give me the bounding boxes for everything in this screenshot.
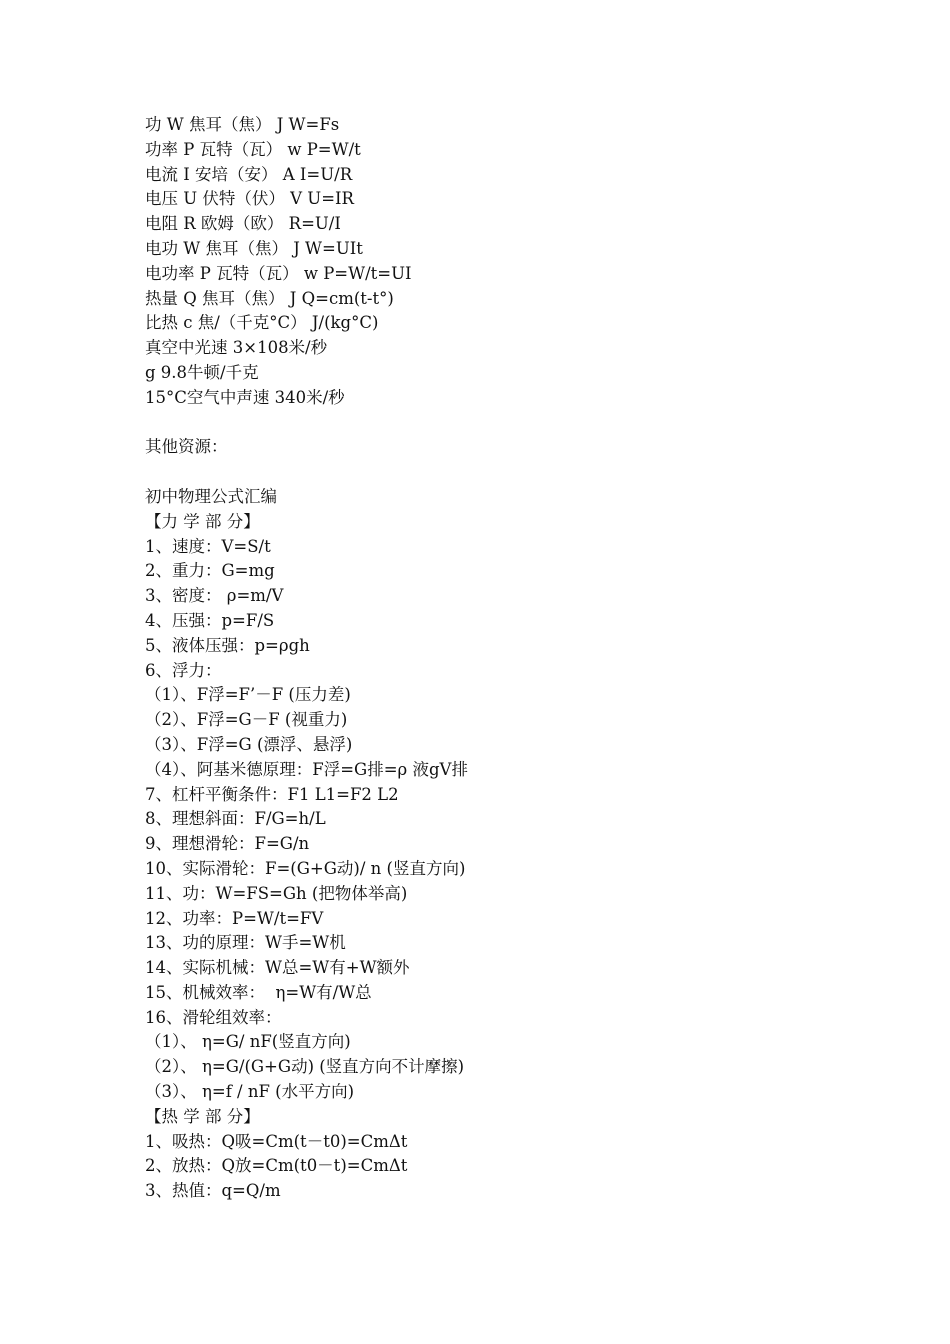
unit-row-speed-of-light: 真空中光速 3×108米/秒	[145, 338, 328, 358]
formula-line: 12、功率：P=W/t=FV	[145, 908, 324, 928]
formula-line: 3、密度： ρ=m/V	[145, 586, 284, 606]
formula-line: 6、浮力：	[145, 660, 222, 680]
formula-subline: （2）、 η=G/(G+G动) (竖直方向不计摩擦)	[145, 1057, 465, 1077]
blank-line	[145, 460, 905, 485]
unit-row-heat: 热量 Q 焦耳（焦） J Q=cm(t-t°)	[145, 288, 394, 308]
unit-row-power: 功率 P 瓦特（瓦） w P=W/t	[145, 139, 361, 159]
formula-line: 4、压强：p=F/S	[145, 610, 275, 630]
unit-row-specific-heat: 比热 c 焦/（千克°C） J/(kg°C)	[145, 313, 379, 333]
unit-row-current: 电流 I 安培（安） A I=U/R	[145, 164, 353, 184]
mechanics-section	[145, 510, 905, 1105]
formula-line: 13、功的原理：W手=W机	[145, 933, 346, 953]
formula-subline: （3）、F浮=G (漂浮、悬浮)	[145, 734, 353, 754]
unit-row-resistance: 电阻 R 欧姆（欧） R=U/I	[145, 214, 341, 234]
formula-line: 9、理想滑轮：F=G/n	[145, 834, 310, 854]
formula-line: 15、机械效率： η=W有/W总	[145, 982, 372, 1002]
compilation-title: 初中物理公式汇编	[145, 486, 277, 506]
unit-row-gravity-constant: g 9.8牛顿/千克	[145, 362, 259, 382]
blank-line	[145, 411, 905, 436]
formula-line: 1、速度：V=S/t	[145, 536, 271, 556]
formula-subline: （2）、F浮=G－F (视重力)	[145, 710, 348, 730]
other-resources-label: 其他资源：	[145, 437, 228, 457]
formula-line: 5、液体压强：p=ρgh	[145, 635, 310, 655]
formula-line: 11、功：W=FS=Gh (把物体举高)	[145, 883, 408, 903]
formula-line: 8、理想斜面：F/G=h/L	[145, 809, 326, 829]
formula-line: 2、重力：G=mg	[145, 561, 275, 581]
formula-line: 2、放热：Q放=Cm(t0－t)=CmΔt	[145, 1156, 408, 1176]
formula-subline: （1）、 η=G/ nF(竖直方向)	[145, 1032, 351, 1052]
mechanics-header: 【力 学 部 分】	[145, 511, 260, 531]
formula-subline: （3）、 η=f / nF (水平方向)	[145, 1082, 355, 1102]
unit-row-speed-of-sound: 15°C空气中声速 340米/秒	[145, 387, 345, 407]
formula-line: 16、滑轮组效率：	[145, 1007, 282, 1027]
unit-row-electric-power: 电功率 P 瓦特（瓦） w P=W/t=UI	[145, 263, 412, 283]
unit-row-work: 功 W 焦耳（焦） J W=Fs	[145, 115, 340, 134]
heat-section	[145, 1105, 905, 1204]
formula-line: 7、杠杆平衡条件：F1 L1=F2 L2	[145, 784, 399, 804]
formula-line: 14、实际机械：W总=W有+W额外	[145, 958, 410, 978]
document-page	[145, 113, 905, 1204]
formula-subline: （1）、F浮=F’－F (压力差)	[145, 685, 351, 705]
units-table	[145, 113, 905, 411]
formula-line: 3、热值：q=Q/m	[145, 1181, 281, 1201]
formula-line: 10、实际滑轮：F=(G+G动)/ n (竖直方向)	[145, 858, 466, 878]
unit-row-electric-work: 电功 W 焦耳（焦） J W=UIt	[145, 238, 363, 258]
formula-line: 1、吸热：Q吸=Cm(t－t0)=CmΔt	[145, 1131, 408, 1151]
formula-subline: （4）、阿基米德原理：F浮=G排=ρ 液gV排	[145, 759, 468, 779]
heat-header: 【热 学 部 分】	[145, 1106, 260, 1126]
unit-row-voltage: 电压 U 伏特（伏） V U=IR	[145, 189, 354, 209]
